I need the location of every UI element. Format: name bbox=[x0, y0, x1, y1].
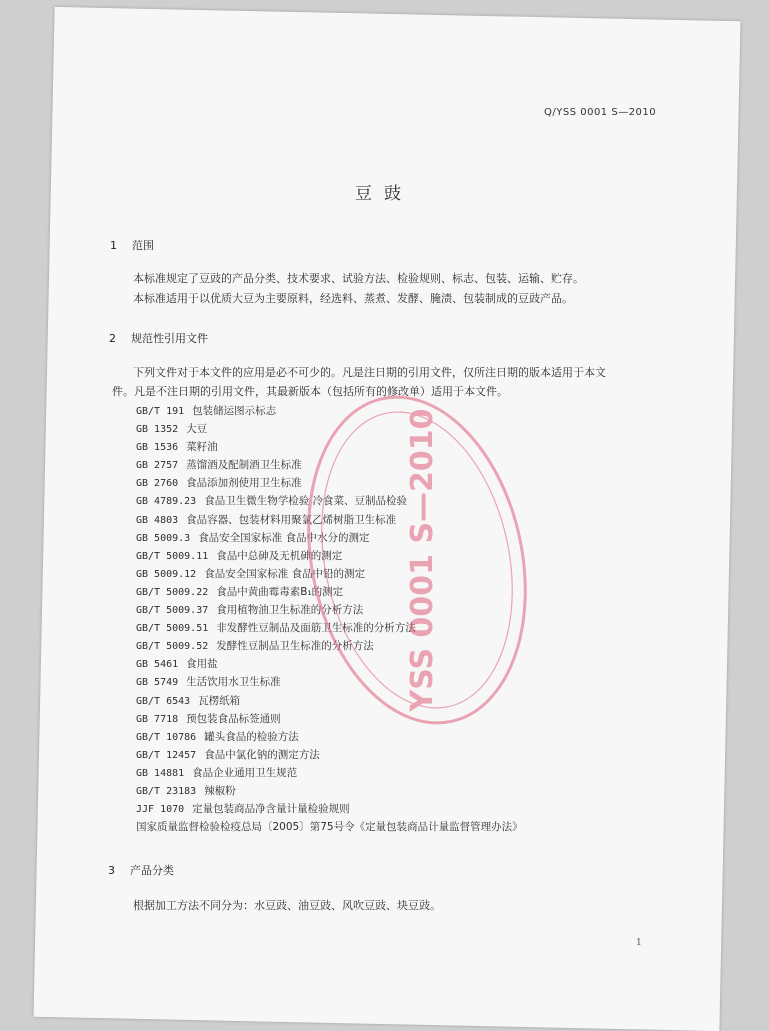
reference-item bbox=[136, 420, 523, 438]
section-1-paragraph-2: 本标准适用于以优质大豆为主要原料，经选料、蒸煮、发酵、腌渍、包装制成的豆豉产品。 bbox=[133, 292, 573, 305]
section-number: 2 bbox=[109, 332, 116, 345]
reference-code: GB/T 6543 bbox=[136, 695, 191, 707]
section-2-intro-line-2: 件。凡是不注日期的引用文件，其最新版本（包括所有的修改单）适用于本文件。 bbox=[112, 385, 508, 398]
reference-item bbox=[136, 438, 523, 456]
reference-name: 辣椒粉 bbox=[204, 784, 236, 797]
section-1-paragraph-1: 本标准规定了豆豉的产品分类、技术要求、试验方法、检验规则、标志、包装、运输、贮存。 bbox=[133, 272, 584, 285]
reference-code: GB/T 12457 bbox=[136, 749, 197, 761]
reference-item bbox=[136, 529, 523, 547]
reference-name: 食品安全国家标准 食品中水分的测定 bbox=[198, 531, 370, 544]
reference-item bbox=[136, 583, 523, 601]
reference-list bbox=[136, 402, 523, 836]
reference-name: 定量包装商品净含量计量检验规则 bbox=[192, 803, 350, 816]
reference-name: 食用盐 bbox=[186, 658, 218, 671]
reference-item bbox=[136, 547, 523, 565]
reference-code: GB 1352 bbox=[136, 424, 179, 436]
reference-item bbox=[136, 818, 523, 836]
reference-item bbox=[136, 673, 523, 691]
document-title: 豆豉 bbox=[355, 184, 413, 204]
reference-name: 食用植物油卫生标准的分析方法 bbox=[216, 604, 364, 617]
reference-code: GB 7718 bbox=[136, 713, 179, 725]
reference-item bbox=[136, 764, 523, 782]
reference-code: GB 2760 bbox=[136, 478, 179, 490]
section-1-heading bbox=[110, 237, 154, 253]
section-title: 产品分类 bbox=[130, 864, 174, 877]
reference-item bbox=[136, 692, 523, 710]
section-3-heading bbox=[108, 862, 174, 878]
reference-item bbox=[136, 474, 523, 492]
reference-name: 食品容器、包装材料用聚氯乙烯树脂卫生标准 bbox=[186, 513, 397, 526]
section-title: 规范性引用文件 bbox=[131, 332, 208, 345]
reference-name: 非发酵性豆制品及面筋卫生标准的分析方法 bbox=[216, 622, 416, 635]
reference-name: 食品企业通用卫生规范 bbox=[192, 766, 298, 779]
reference-name: 食品中总砷及无机砷的测定 bbox=[216, 549, 343, 562]
reference-name: 预包装食品标签通则 bbox=[186, 712, 281, 725]
section-2-heading bbox=[109, 330, 208, 346]
reference-item bbox=[136, 511, 523, 529]
reference-name: 食品安全国家标准 食品中铅的测定 bbox=[204, 567, 366, 580]
reference-item bbox=[136, 782, 523, 800]
reference-code: GB/T 5009.51 bbox=[136, 623, 209, 635]
reference-item bbox=[136, 800, 523, 818]
reference-name: 包装储运图示标志 bbox=[192, 405, 277, 417]
reference-code: JJF 1070 bbox=[136, 804, 185, 816]
reference-item bbox=[136, 746, 523, 764]
reference-code: GB 2757 bbox=[136, 460, 179, 472]
reference-item bbox=[136, 710, 523, 728]
reference-code: GB/T 5009.37 bbox=[136, 605, 209, 617]
reference-item bbox=[136, 619, 523, 637]
section-number: 3 bbox=[108, 864, 115, 877]
section-title: 范围 bbox=[132, 239, 154, 252]
section-2-intro-line-1: 下列文件对于本文件的应用是必不可少的。凡是注日期的引用文件，仅所注日期的版本适用于本文 bbox=[133, 366, 606, 379]
reference-item bbox=[136, 565, 523, 583]
section-number: 1 bbox=[110, 239, 117, 252]
reference-item bbox=[136, 492, 523, 510]
reference-code: GB/T 10786 bbox=[136, 731, 197, 743]
reference-name: 瓦楞纸箱 bbox=[198, 694, 241, 707]
reference-code: GB 4803 bbox=[136, 514, 179, 526]
reference-name: 食品中黄曲霉毒素B₁的测定 bbox=[216, 585, 344, 598]
reference-code: GB/T 5009.11 bbox=[136, 550, 209, 562]
reference-name: 大豆 bbox=[186, 423, 208, 436]
reference-code: GB 5009.12 bbox=[136, 568, 197, 580]
reference-item bbox=[136, 601, 523, 619]
reference-name: 发酵性豆制品卫生标准的分析方法 bbox=[216, 640, 374, 653]
reference-name: 食品添加剂使用卫生标准 bbox=[186, 477, 302, 490]
reference-code: GB/T 23183 bbox=[136, 785, 197, 797]
section-3-paragraph-1: 根据加工方法不同分为：水豆豉、油豆豉、风吹豆豉、块豆豉。 bbox=[133, 899, 441, 912]
seal-text: YSS 0001 S—2010 bbox=[405, 408, 440, 712]
reference-item bbox=[136, 456, 523, 474]
reference-name: 罐头食品的检验方法 bbox=[204, 730, 299, 743]
reference-code: GB 4789.23 bbox=[136, 496, 197, 508]
reference-item bbox=[136, 637, 523, 655]
reference-name: 蒸馏酒及配制酒卫生标准 bbox=[186, 459, 302, 472]
standard-code: Q/YSS 0001 S—2010 bbox=[544, 107, 657, 118]
reference-name: 食品卫生微生物学检验 冷食菜、豆制品检验 bbox=[204, 495, 408, 508]
reference-name: 国家质量监督检验检疫总局〔2005〕第75号令《定量包装商品计量监督管理办法》 bbox=[136, 821, 523, 834]
reference-code: GB 5749 bbox=[136, 677, 179, 689]
reference-name: 食品中氯化钠的测定方法 bbox=[204, 748, 320, 761]
reference-code: GB/T 5009.52 bbox=[136, 641, 209, 653]
reference-code: GB 1536 bbox=[136, 442, 179, 454]
reference-item bbox=[136, 728, 523, 746]
reference-code: GB 5461 bbox=[136, 659, 179, 671]
reference-name: 生活饮用水卫生标准 bbox=[186, 676, 281, 689]
reference-item bbox=[136, 655, 523, 673]
reference-code: GB/T 191 bbox=[136, 406, 185, 417]
reference-code: GB 5009.3 bbox=[136, 532, 191, 544]
reference-code: GB/T 5009.22 bbox=[136, 586, 209, 598]
reference-code: GB 14881 bbox=[136, 767, 185, 779]
page-number: 1 bbox=[636, 938, 642, 948]
reference-name: 菜籽油 bbox=[186, 441, 218, 454]
reference-item bbox=[136, 402, 523, 420]
